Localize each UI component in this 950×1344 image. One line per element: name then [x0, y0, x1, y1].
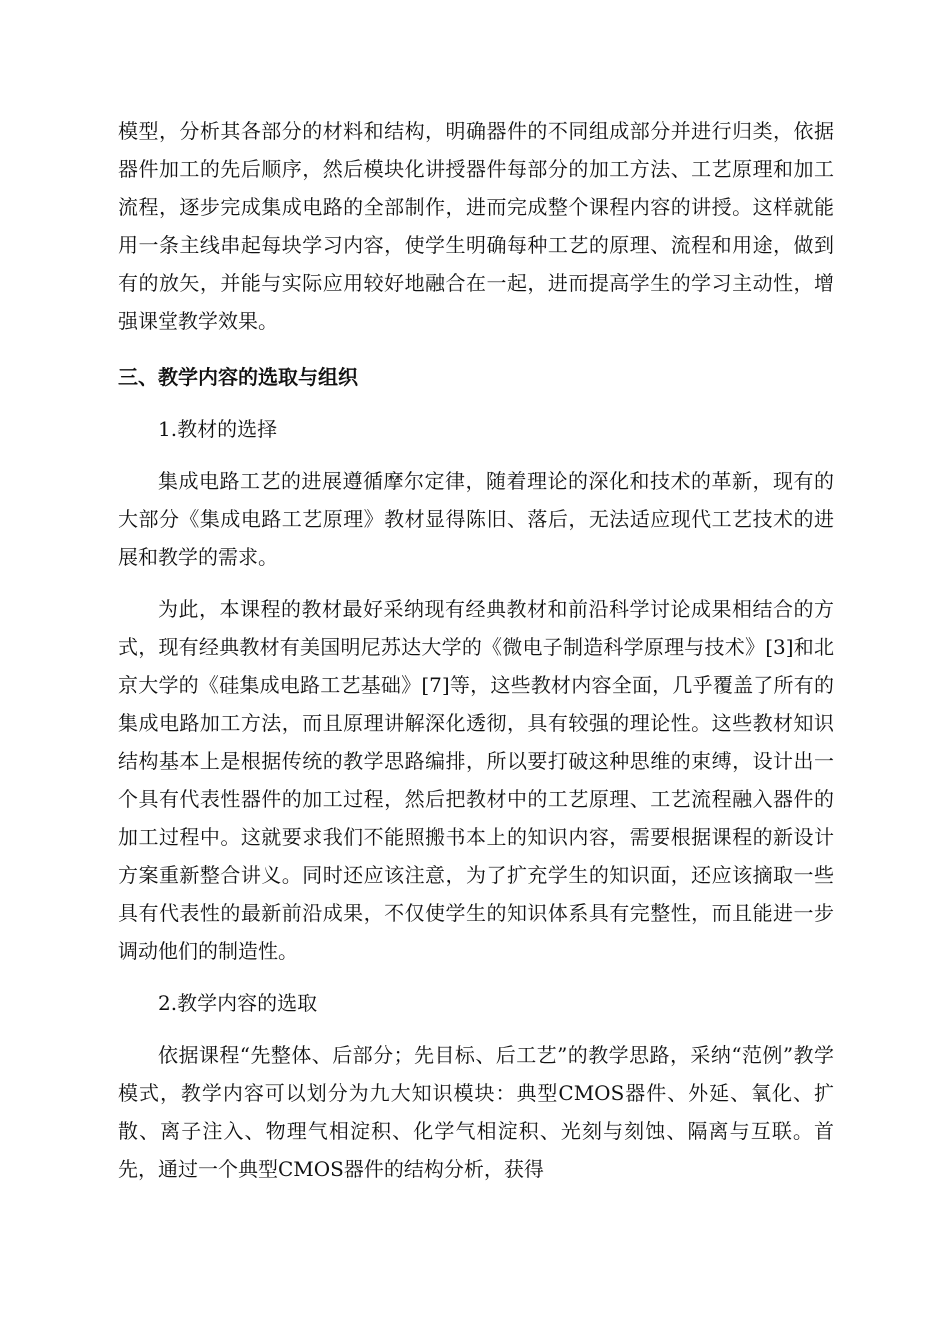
- subsection-heading-1: 1.教材的选择: [158, 417, 278, 441]
- paragraph-1: 集成电路工艺的进展遵循摩尔定律，随着理论的深化和技术的革新，现有的大部分《集成电路工艺原理》教材显得陈旧、落后，无法适应现代工艺技术的进展和教学的需求。: [118, 469, 834, 569]
- subsection-heading-2: 2.教学内容的选取: [158, 991, 318, 1015]
- paragraph-continued: 模型，分析其各部分的材料和结构，明确器件的不同组成部分并进行归类，依据器件加工的先后顺序，然后模块化讲授器件每部分的加工方法、工艺原理和加工流程，逐步完成集成电路的全部制作，进而完成整个课程内容的讲授。这样就能用一条主线串起每块学习内容，使学生明确每种工艺的原理、流程和用途，做到有的放矢，并能与实际应用较好地融合在一起，进而提高学生的学习主动性，增强课堂教学效果。: [118, 119, 834, 333]
- paragraph-3: 依据课程“先整体、后部分；先目标、后工艺”的教学思路，采纳“范例”教学模式，教学内容可以划分为九大知识模块：典型CMOS器件、外延、氧化、扩散、离子注入、物理气相淀积、化学气相淀积、光刻与刻蚀、隔离与互联。首先，通过一个典型CMOS器件的结构分析，获得: [118, 1043, 834, 1181]
- paragraph-2: 为此，本课程的教材最好采纳现有经典教材和前沿科学讨论成果相结合的方式，现有经典教材有美国明尼苏达大学的《微电子制造科学原理与技术》[3]和北京大学的《硅集成电路工艺基础》[7]等，这些教材内容全面，几乎覆盖了所有的集成电路加工方法，而且原理讲解深化透彻，具有较强的理论性。这些教材知识结构基本上是根据传统的教学思路编排，所以要打破这种思维的束缚，设计出一个具有代表性器件的加工过程，然后把教材中的工艺原理、工艺流程融入器件的加工过程中。这就要求我们不能照搬书本上的知识内容，需要根据课程的新设计方案重新整合讲义。同时还应该注意，为了扩充学生的知识面，还应该摘取一些具有代表性的最新前沿成果，不仅使学生的知识体系具有完整性，而且能进一步调动他们的制造性。: [118, 597, 834, 963]
- document-body: [118, 112, 834, 1188]
- section-heading: 三、教学内容的选取与组织: [118, 365, 358, 389]
